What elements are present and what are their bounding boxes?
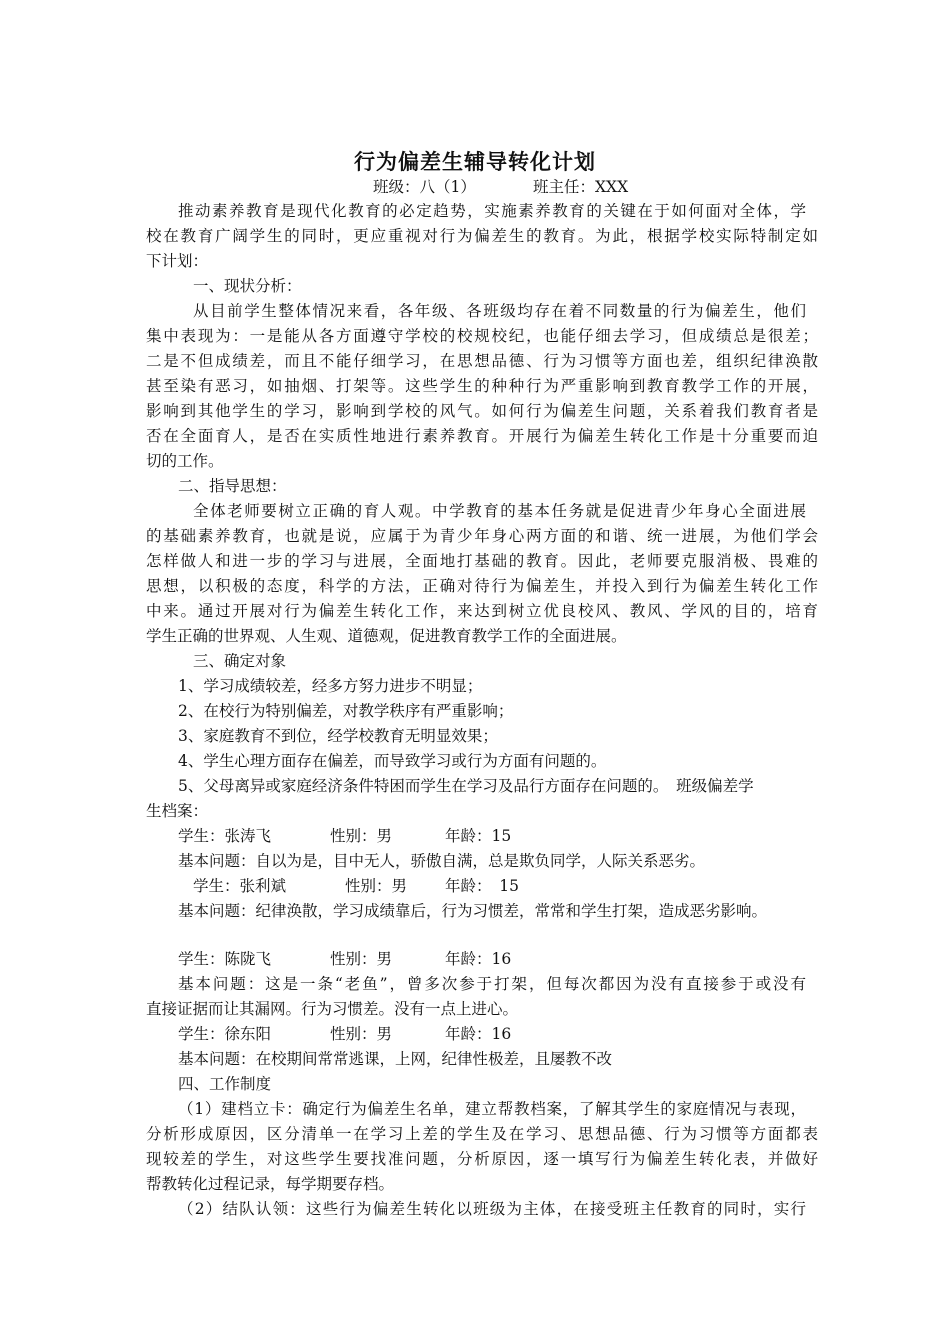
intro-line: 推动素养教育是现代化教育的必定趋势，实施素养教育的关键在于如何面对全体，学 xyxy=(178,202,806,220)
paragraph-line: 分析形成原因，区分清单一在学习上差的学生及在学习、思想品德、行为习惯等方面都表 xyxy=(146,1125,818,1143)
paragraph-line: 现较差的学生，对这些学生要找准问题，分析原因，逐一填写行为偏差生转化表，并做好 xyxy=(146,1150,818,1168)
student-problem: 基本问题：这是一条“老鱼”，曾多次参于打架，但每次都因为没有直接参于或没有 xyxy=(178,975,806,993)
paragraph-line: 学生正确的世界观、人生观、道德观，促进教育教学工作的全面进展。 xyxy=(146,627,627,645)
paragraph-line: 中来。通过开展对行为偏差生转化工作，来达到树立优良校风、教风、学风的目的，培育 xyxy=(146,602,818,620)
paragraph-line: 全体老师要树立正确的育人观。中学教育的基本任务就是促进青少年身心全面进展 xyxy=(193,502,806,520)
student-age: 年龄：16 xyxy=(445,1025,512,1043)
student-age: 年龄：15 xyxy=(445,827,512,845)
list-item: 1、学习成绩较差，经多方努力进步不明显； xyxy=(178,677,483,695)
paragraph-line: 怎样做人和进一步的学习与进展，全面地打基础的教育。因此，老师要克服消极、畏难的 xyxy=(146,552,818,570)
list-item: 2、在校行为特别偏差，对教学秩序有严重影响； xyxy=(178,702,514,720)
document-title: 行为偏差生辅导转化计划 xyxy=(354,150,596,174)
section-heading: 一、现状分析： xyxy=(193,277,302,295)
list-item-tail: 生档案： xyxy=(146,802,209,820)
section-heading: 三、确定对象 xyxy=(193,652,287,670)
student-problem: 直接证据而让其漏网。行为习惯差。没有一点上进心。 xyxy=(146,1000,519,1018)
paragraph-line: 帮教转化过程记录，每学期要存档。 xyxy=(146,1175,395,1193)
intro-line: 校在教育广阔学生的同时，更应重视对行为偏差生的教育。为此，根据学校实际特制定如 xyxy=(146,227,818,245)
paragraph-line: 否在全面育人，是否在实质性地进行素养教育。开展行为偏差生转化工作是十分重要而迫 xyxy=(146,427,818,445)
list-item: 4、学生心理方面存在偏差，而导致学习或行为方面有问题的。 xyxy=(178,752,607,770)
section-heading: 二、指导思想： xyxy=(178,477,287,495)
student-gender: 性别：男 xyxy=(330,950,393,968)
student-gender: 性别：男 xyxy=(330,827,393,845)
paragraph-line: 从目前学生整体情况来看，各年级、各班级均存在着不同数量的行为偏差生，他们 xyxy=(193,302,806,320)
student-problem: 基本问题：纪律涣散，学习成绩靠后，行为习惯差，常常和学生打架，造成恶劣影响。 xyxy=(178,902,768,920)
paragraph-line: （2）结队认领：这些行为偏差生转化以班级为主体，在接受班主任教育的同时，实行 xyxy=(178,1200,806,1218)
student-name: 学生：张利斌 xyxy=(193,877,287,895)
paragraph-line: 切的工作。 xyxy=(146,452,224,470)
paragraph-line: 二是不但成绩差，而且不能仔细学习，在思想品德、行为习惯等方面也差，组织纪律涣散 xyxy=(146,352,818,370)
section-heading: 四、工作制度 xyxy=(178,1075,272,1093)
paragraph-line: 集中表现为：一是能从各方面遵守学校的校规校纪，也能仔细去学习，但成绩总是很差； xyxy=(146,327,818,345)
paragraph-line: （1）建档立卡：确定行为偏差生名单，建立帮教档案，了解其学生的家庭情况与表现， xyxy=(178,1100,806,1118)
student-name: 学生：徐东阳 xyxy=(178,1025,272,1043)
student-gender: 性别：男 xyxy=(330,1025,393,1043)
list-item: 3、家庭教育不到位，经学校教育无明显效果； xyxy=(178,727,498,745)
student-name: 学生：陈陇飞 xyxy=(178,950,272,968)
student-gender: 性别：男 xyxy=(345,877,408,895)
student-problem: 基本问题：在校期间常常逃课，上网，纪律性极差，且屡教不改 xyxy=(178,1050,613,1068)
teacher-label: 班主任：XXX xyxy=(533,178,629,196)
paragraph-line: 的基础素养教育，也就是说，应属于为青少年身心两方面的和谐、统一进展，为他们学会 xyxy=(146,527,818,545)
student-age: 年龄：16 xyxy=(445,950,512,968)
paragraph-line: 影响到其他学生的学习，影响到学校的风气。如何行为偏差生问题，关系着我们教育者是 xyxy=(146,402,818,420)
paragraph-line: 思想，以积极的态度，科学的方法，正确对待行为偏差生，并投入到行为偏差生转化工作 xyxy=(146,577,818,595)
list-item: 5、父母离异或家庭经济条件特困而学生在学习及品行方面存在问题的。 班级偏差学 xyxy=(178,777,754,795)
student-age: 年龄： 15 xyxy=(445,877,519,895)
paragraph-line: 甚至染有恶习，如抽烟、打架等。这些学生的种种行为严重影响到教育教学工作的开展， xyxy=(146,377,818,395)
student-name: 学生：张涛飞 xyxy=(178,827,272,845)
intro-line: 下计划： xyxy=(146,252,209,270)
class-label: 班级：八（1） xyxy=(373,178,476,196)
student-problem: 基本问题：自以为是，目中无人，骄傲自满，总是欺负同学，人际关系恶劣。 xyxy=(178,852,706,870)
